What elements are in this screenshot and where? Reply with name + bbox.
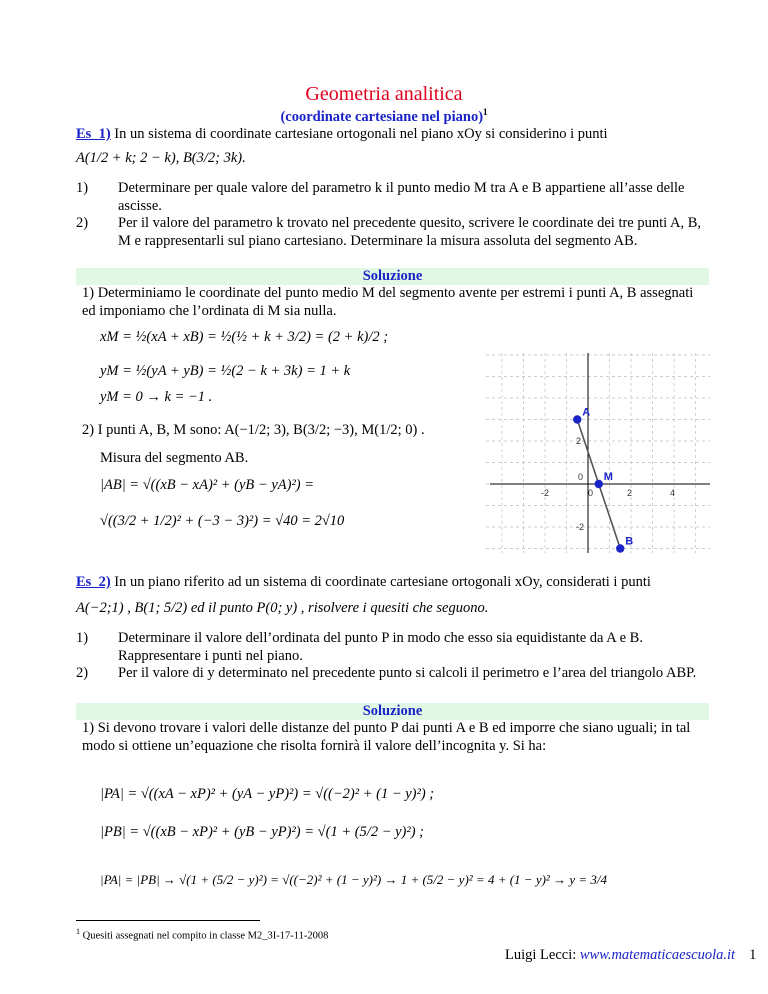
formula-ym: yM = ½(yA + yB) = ½(2 − k + 3k) = 1 + k: [100, 363, 351, 379]
footnote: $^1$ Quesiti assegnati nel compito in classe M2_3I-17-11-2008: [76, 927, 329, 942]
exercise-2-q2: Per il valore di y determinato nel precedente punto si calcoli il perimetro e l’area del triangolo ABP.: [118, 665, 697, 681]
exercise-1-q1: Determinare per quale valore del parametro k il punto medio M tra A e B appartiene all’asse delle ascisse.: [118, 180, 685, 214]
solution-1-step-2: 2) I punti A, B, M sono: A(−1/2; 3), B(3/2; −3), M(1/2; 0) .: [82, 422, 425, 438]
formula-equation: |PA| = |PB| → √(1 + (5/2 − y)²) = √((−2)² + (1 − y)²) → 1 + (5/2 − y)² = 4 + (1 − y)² → y = 3/4: [100, 872, 607, 887]
x-tick-label: 0: [588, 488, 594, 498]
footnote-divider: [76, 920, 260, 921]
point-label-A: A: [582, 406, 591, 419]
page-number: 1: [749, 947, 757, 963]
point-label-M: M: [603, 471, 613, 483]
solution-2-header: Soluzione: [76, 703, 709, 720]
exercise-2-q1-number: 1): [76, 630, 89, 646]
point-label-B: B: [625, 535, 634, 548]
solution-2-step-1: 1) Si devono trovare i valori delle distanze del punto P dai punti A e B ed imporre che siano uguali; in tal modo si ottiene un’equazione che risolta fornirà il valore dell’incognita y. Si ha:: [82, 720, 691, 754]
formula-pa: |PA| = √((xA − xP)² + (yA − yP)²) = √((−2)² + (1 − y)²) ;: [100, 786, 435, 802]
exercise-1-q2-number: 2): [76, 215, 89, 231]
exercise-2-q2-number: 2): [76, 665, 89, 681]
x-tick-label: 2: [627, 488, 633, 498]
footer-author: Luigi Lecci:: [505, 947, 580, 963]
exercise-1-intro: Es_1) In un sistema di coordinate cartesiane ortogonali nel piano xOy si considerino i punti: [76, 126, 608, 142]
page-subtitle: (coordinate cartesiane nel piano)$^1$: [280, 107, 488, 125]
cartesian-plot: [486, 353, 710, 553]
formula-ym-zero: yM = 0 → k = −1 .: [100, 389, 213, 405]
formula-ab-2: √((3/2 + 1/2)² + (−3 − 3)²) = √40 = 2√10: [100, 513, 345, 529]
point-M: [595, 480, 603, 488]
y-tick-label: -2: [576, 522, 585, 532]
point-B: [616, 544, 624, 552]
y-tick-label: 2: [576, 436, 582, 446]
exercise-1-q1-number: 1): [76, 180, 89, 196]
point-A: [573, 415, 581, 423]
formula-ab-1: |AB| = √((xB − xA)² + (yB − yA)²) =: [100, 477, 315, 493]
origin-label: 0: [578, 472, 584, 482]
measure-label: Misura del segmento AB.: [100, 450, 249, 466]
solution-1-step-1: 1) Determiniamo le coordinate del punto medio M del segmento avente per estremi i punti A, B assegnati ed imponiamo che l’ordinata di M sia nulla.: [82, 285, 694, 319]
formula-pb: |PB| = √((xB − xP)² + (yB − yP)²) = √(1 + (5/2 − y)²) ;: [100, 824, 425, 840]
exercise-2-intro: Es_2) In un piano riferito ad un sistema di coordinate cartesiane ortogonali xOy, considerati i punti: [76, 574, 651, 590]
page-title: Geometria analitica: [305, 83, 463, 105]
exercise-1-points: A(1/2 + k; 2 − k), B(3/2; 3k).: [76, 150, 246, 166]
x-tick-label: 4: [670, 488, 676, 498]
x-tick-label: -2: [541, 488, 550, 498]
solution-1-header: Soluzione: [76, 268, 709, 285]
page-footer: [505, 947, 756, 964]
footer-site-link[interactable]: www.matematicaescuola.it: [579, 947, 736, 963]
exercise-2-points: A(−2;1) , B(1; 5/2) ed il punto P(0; y) , risolvere i quesiti che seguono.: [76, 600, 489, 616]
exercise-2-q1: Determinare il valore dell’ordinata del punto P in modo che esso sia equidistante da A e B. Rappresentare i punti nel piano.: [118, 630, 643, 664]
grid-lines: [486, 353, 710, 553]
formula-xm: xM = ½(xA + xB) = ½(½ + k + 3/2) = (2 + k)/2 ;: [100, 329, 389, 345]
exercise-1-q2: Per il valore del parametro k trovato nel precedente quesito, scrivere le coordinate dei tre punti A, B, M e rappresentarli sul piano cartesiano. Determinare la misura assoluta del segmento AB.: [118, 215, 702, 249]
